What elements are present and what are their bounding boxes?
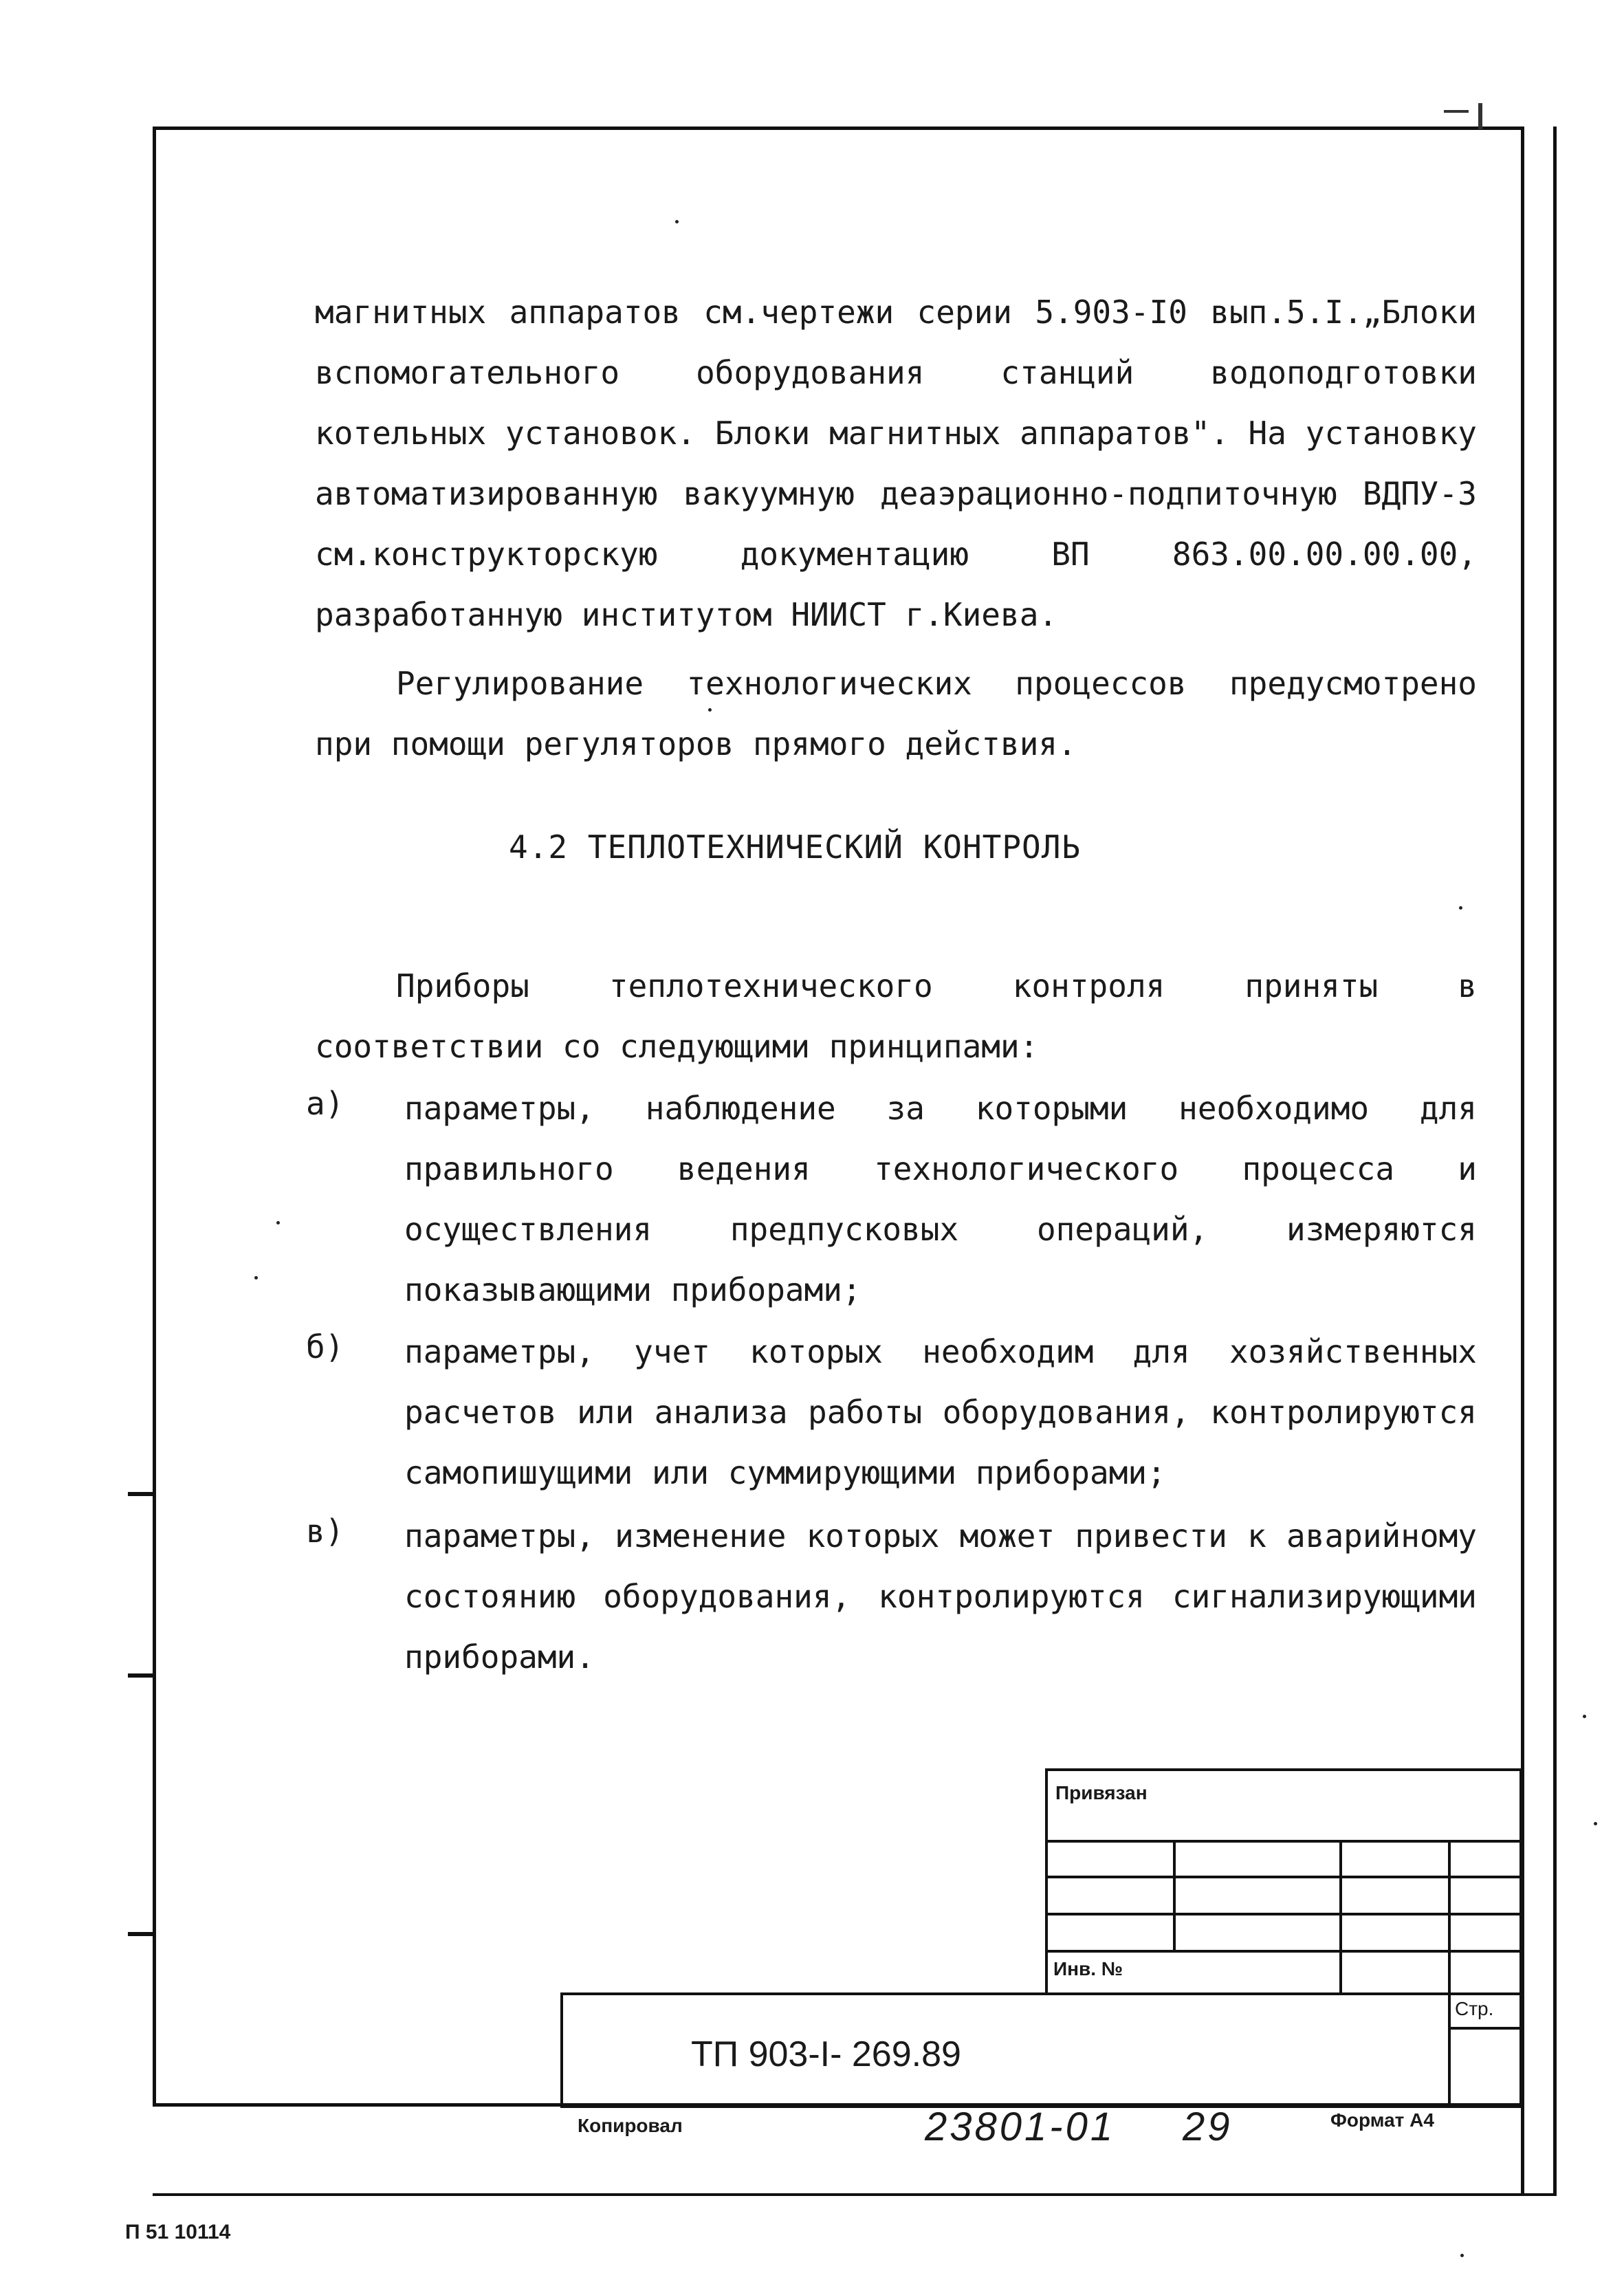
scan-dot	[1583, 1715, 1586, 1718]
handwritten-number: 23801-01	[925, 2105, 1116, 2149]
scan-dot	[675, 220, 679, 223]
scan-dot	[1594, 1822, 1597, 1825]
paragraph-magnetic-apparatus: магнитных аппаратов см.чертежи серии 5.903-I0 вып.5.I.„Блоки вспомогательного оборудования станций водоподготовки котельных установок. Блоки магнитных аппаратов". На установку автоматизированную вакуумную деаэрационно-подпиточную ВДПУ-3 см.конструкторскую документацию ВП 863.00.00.00.00, разработанную институтом НИИСТ г.Киева.	[315, 294, 1477, 633]
section-heading: 4.2 ТЕПЛОТЕХНИЧЕСКИЙ КОНТРОЛЬ	[509, 828, 1082, 866]
scan-mark	[1444, 110, 1469, 113]
list-item-text-v: параметры, изменение которых может привести к аварийному состоянию оборудования, контролируются сигнализирующими приборами.	[404, 1517, 1477, 1676]
stamp-col-line	[1448, 1840, 1451, 1995]
scan-dot	[276, 1221, 280, 1225]
stamp-col-line	[1339, 1840, 1342, 1995]
list-item-text-b: параметры, учет которых необходим для хозяйственных расчетов или анализа работы оборудования, контролируются самопишущими или суммирующими приборами;	[404, 1333, 1477, 1491]
list-item-letter-b: б)	[306, 1328, 344, 1365]
page-label: Стр.	[1455, 1998, 1494, 2019]
margin-tick	[128, 1492, 154, 1496]
margin-tick	[128, 1932, 154, 1936]
paragraph-regulation: Регулирование технологических процессов предусмотрено при помощи регуляторов прямого действия.	[315, 665, 1477, 762]
paragraph-instruments-intro: Приборы теплотехнического контроля приняты в соответствии со следующими принципами:	[315, 967, 1477, 1065]
title-block-divider	[1448, 1992, 1451, 2108]
binding-label: Привязан	[1055, 1782, 1148, 1803]
scan-dot	[1459, 906, 1462, 910]
inventory-label: Инв. №	[1053, 1958, 1123, 1979]
scan-dot	[708, 708, 712, 712]
list-item-letter-v: в)	[306, 1513, 344, 1550]
scan-mark	[1478, 103, 1482, 129]
page-cell-line	[1448, 2027, 1522, 2030]
page-frame-right-strip	[1521, 127, 1557, 2196]
stamp-col-line	[1173, 1840, 1176, 1950]
handwritten-page-number: 29	[1183, 2105, 1233, 2149]
format-label: Формат А4	[1330, 2109, 1434, 2131]
sheet-code: П 51 10114	[125, 2221, 231, 2243]
scan-dot	[254, 1276, 258, 1280]
scan-dot	[1460, 2254, 1464, 2257]
list-item-text-a: параметры, наблюдение за которыми необходимо для правильного ведения технологического процесса и осуществления предпусковых операций, измеряются показывающими приборами;	[404, 1090, 1477, 1308]
document-code: ТП 903-I- 269.89	[691, 2034, 961, 2074]
copied-by-label: Копировал	[578, 2115, 683, 2136]
list-item-letter-a: а)	[306, 1085, 344, 1122]
margin-tick	[128, 1673, 154, 1678]
page-frame-bottom-line	[153, 2193, 1557, 2196]
